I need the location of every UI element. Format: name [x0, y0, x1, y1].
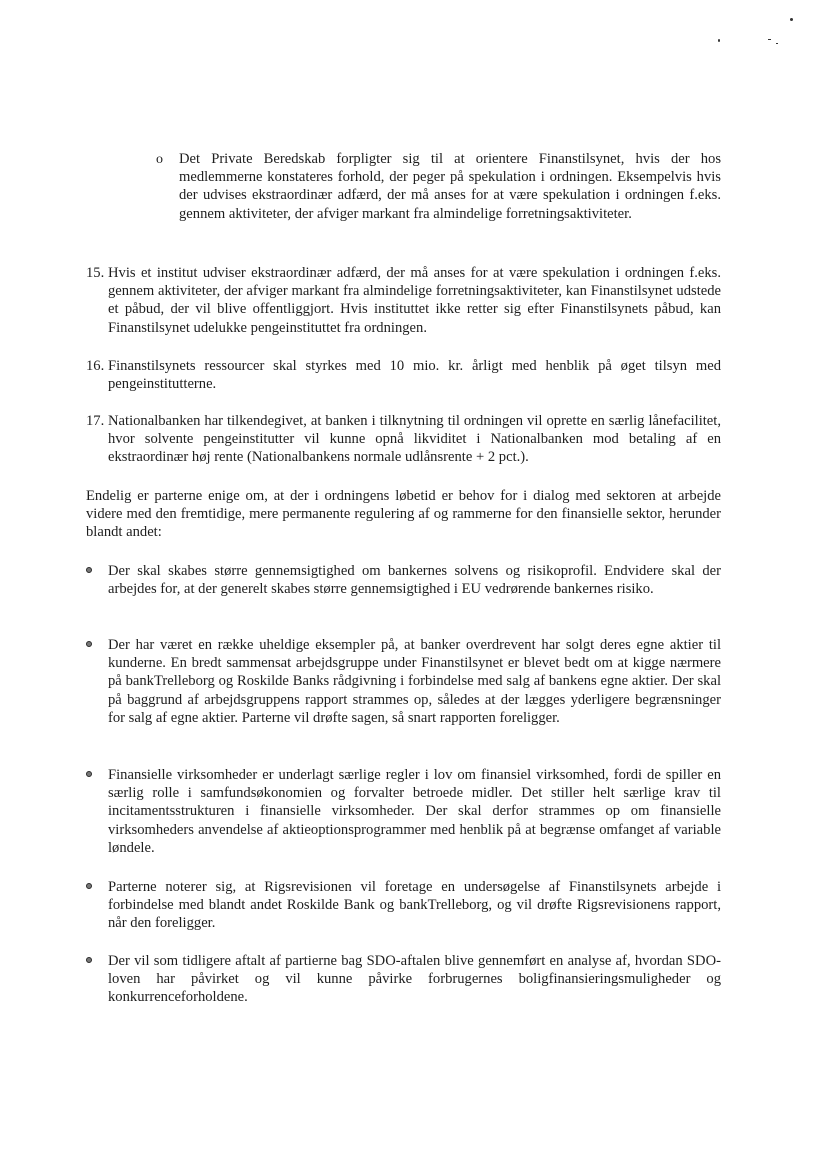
numbered-item-text: Hvis et institut udviser ekstraordinær adfærd, der må anses for at være spekulation i ordningen f.eks. gennem aktiviteter, der afviger markant fra almindelige forretningsaktiviteter, kan Finanstilsynet udstede et påbud, der vil blive offentliggjort. Hvis instituttet ikke retter sig efter Finanstilsynets påbud, kan Finanstilsynet udelukke pengeinstituttet fra ordningen. — [108, 265, 721, 336]
bullet-icon — [86, 567, 92, 573]
bullet-text: Finansielle virksomheder er underlagt særlige regler i lov om finansiel virksomhed, fordi de spiller en særlig rolle i samfundsøkonomien og forvalter betroede midler. Det stiller helt særlige krav til incitamentsstrukturen i finansielle virksomheder. Der skal derfor strammes op om finansielle virksomheders anvendelse af aktieoptionsprogrammer med henblik på at begrænse omfanget af variable løndele. — [108, 767, 721, 856]
intro-paragraph: Endelig er parterne enige om, at der i ordningens løbetid er behov for i dialog med sektoren at arbejde videre med den fremtidige, mere permanente regulering af og rammerne for den finansielle sektor, herunder blandt andet: — [86, 488, 721, 541]
bullet-text: Parterne noterer sig, at Rigsrevisionen vil foretage en undersøgelse af Finanstilsynets arbejde i forbindelse med blandt andet Roskilde Bank og bankTrelleborg, og vil drøfte Rigsrevisionens rapport, når den foreligger. — [108, 879, 721, 932]
numbered-item-text: Finanstilsynets ressourcer skal styrkes med 10 mio. kr. årligt med henblik på øget tilsyn med pengeinstitutterne. — [108, 358, 721, 393]
bullet-icon — [86, 957, 92, 963]
item-number: 17. — [86, 413, 105, 429]
numbered-item-text: Nationalbanken har tilkendegivet, at banken i tilknytning til ordningen vil oprette en særlig lånefacilitet, hvor solvente pengeinstitutter vil kunne opnå likviditet i Nationalbanken mod betaling af en ekstraordinær høj rente (Nationalbankens normale udlånsrente + 2 pct.). — [108, 413, 721, 466]
scan-speck — [776, 43, 778, 44]
item-number: 16. — [86, 358, 105, 374]
item-number: 15. — [86, 265, 105, 281]
bullet-text: Der har været en række uheldige eksempler på, at banker overdrevent har solgt deres egne aktier til kunderne. En bredt sammensat arbejdsgruppe under Finanstilsynet er blevet bedt om at kigge nærmere på bankTrelleborg og Roskilde Banks rådgivning i forbindelse med salg af bankens egne aktier. Der skal på baggrund af arbejdsgruppens rapport strammes op, således at der lægges yderligere begrænsninger for salg af egne aktier. Parterne vil drøfte sagen, så snart rapporten foreligger. — [108, 637, 721, 726]
sub-item-text: Det Private Beredskab forpligter sig til at orientere Finanstilsynet, hvis der hos medlemmerne konstateres forhold, der peger på spekulation i ordningen. Eksempelvis hvis der udvises ekstraordinær adfærd, der må anses for at være spekulation i ordningen f.eks. gennem aktiviteter, der afviger markant fra almindelige forretningsaktiviteter. — [179, 151, 721, 222]
bullet-text: Der skal skabes større gennemsigtighed om bankernes solvens og risikoprofil. Endvidere skal der arbejdes for, at der generelt skabes større gennemsigtighed i EU vedrørende bankernes risiko. — [108, 563, 721, 598]
bullet-icon — [86, 771, 92, 777]
sub-item-marker: o — [156, 152, 163, 167]
scan-speck — [790, 18, 793, 21]
bullet-icon — [86, 883, 92, 889]
bullet-icon — [86, 641, 92, 647]
scan-speck — [718, 39, 720, 42]
bullet-text: Der vil som tidligere aftalt af partierne bag SDO-aftalen blive gennemført en analyse af, hvordan SDO-loven har påvirket og vil kunne påvirke forbrugernes boligfinansieringsmuligheder og konkurrenceforholdene. — [108, 953, 721, 1006]
scan-speck — [768, 39, 771, 40]
